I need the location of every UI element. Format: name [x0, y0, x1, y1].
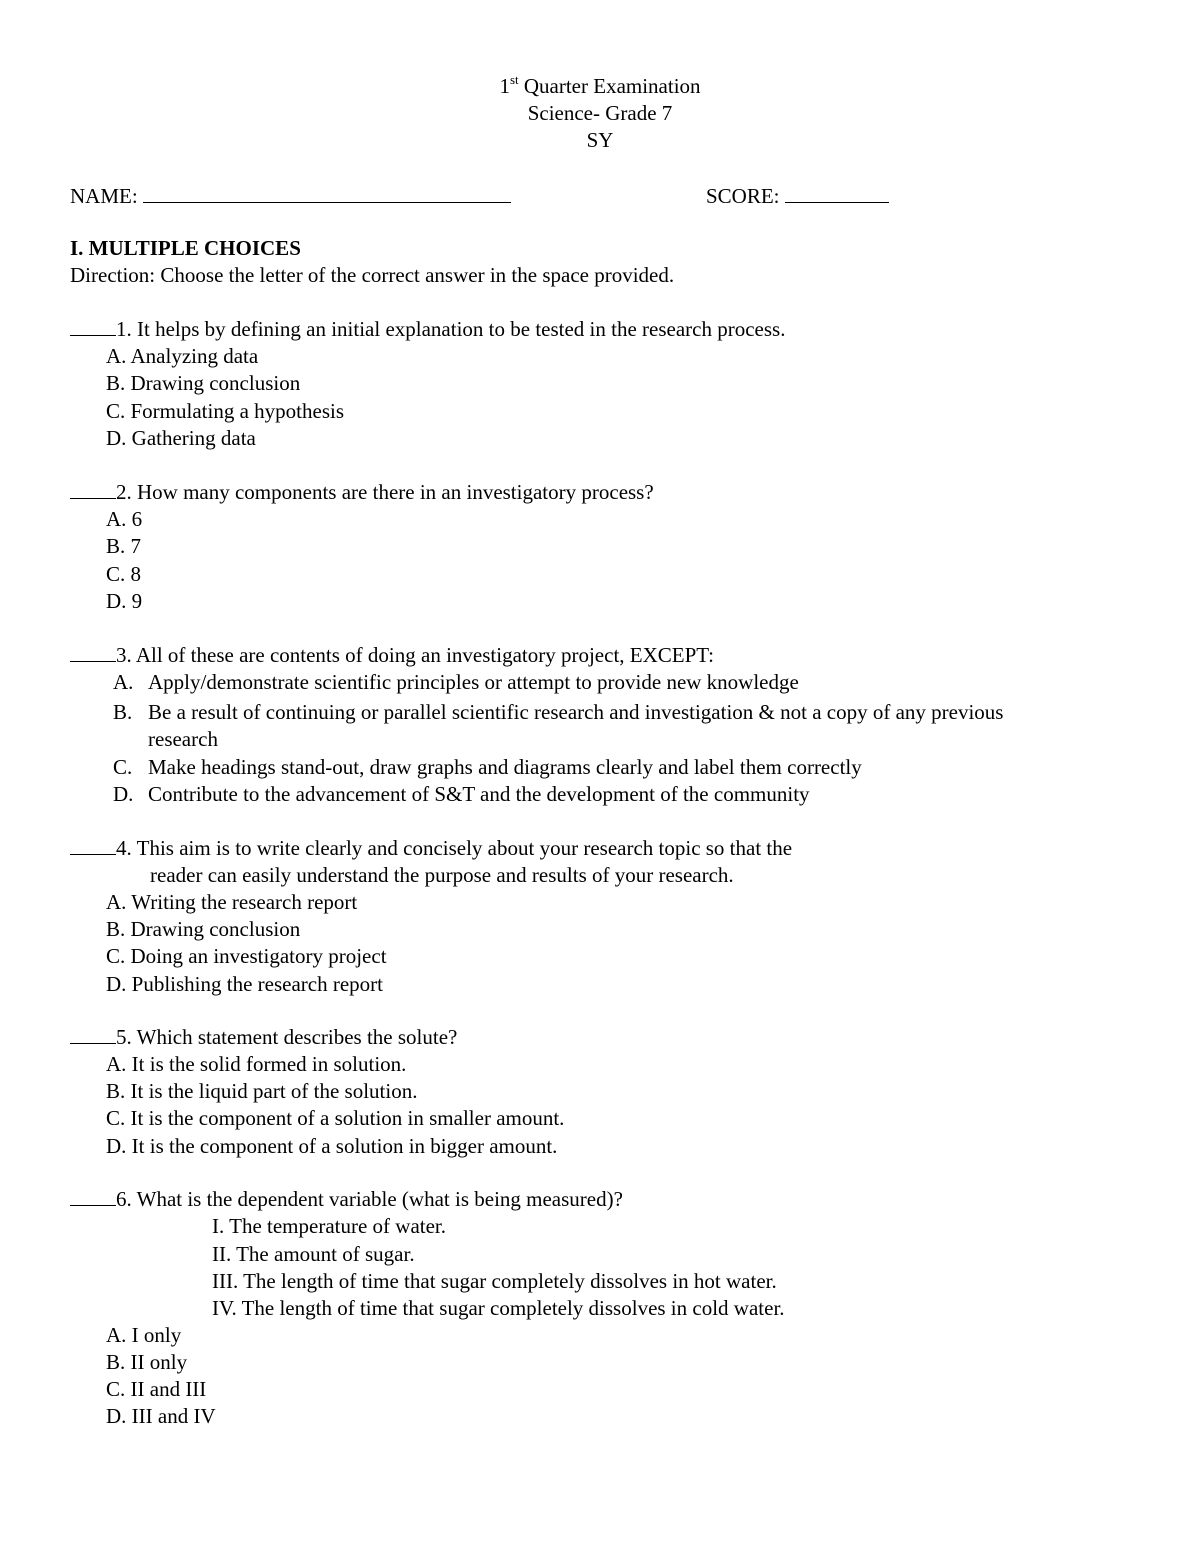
ordinal-suffix: st — [509, 72, 519, 87]
q6-statement-3: III. The length of time that sugar completely dissolves in hot water. — [212, 1269, 777, 1293]
score-label: SCORE: — [706, 184, 780, 208]
q6-option-c: C. II and III — [106, 1377, 207, 1401]
q4-option-d: D. Publishing the research report — [106, 972, 384, 996]
q3-option-a: Apply/demonstrate scientific principles or attempt to provide new knowledge — [148, 670, 799, 694]
q3-option-b-letter: B. — [113, 700, 133, 724]
answer-blank-3[interactable] — [70, 645, 116, 662]
q1-option-d: D. Gathering data — [106, 426, 256, 450]
answer-blank-4[interactable] — [70, 838, 116, 855]
q2-option-c: C. 8 — [106, 562, 142, 586]
name-field[interactable] — [70, 184, 511, 207]
q5-option-d: D. It is the component of a solution in bigger amount. — [106, 1134, 558, 1158]
school-year: SY — [586, 128, 614, 152]
q1-option-a: A. Analyzing data — [106, 344, 259, 368]
score-field[interactable] — [706, 184, 889, 207]
q3-option-b-continuation: research — [148, 727, 218, 751]
ordinal-number: 1 — [499, 74, 510, 98]
q3-option-c-letter: C. — [113, 755, 133, 779]
question-5 — [70, 1027, 457, 1048]
q3-option-d: Contribute to the advancement of S&T and the development of the community — [148, 782, 810, 806]
question-5-text: 5. Which statement describes the solute? — [116, 1025, 458, 1049]
q3-option-d-letter: D. — [113, 782, 134, 806]
question-1 — [70, 319, 785, 340]
answer-blank-6[interactable] — [70, 1189, 116, 1206]
question-2-text: 2. How many components are there in an investigatory process? — [116, 480, 654, 504]
q5-option-b: B. It is the liquid part of the solution. — [106, 1079, 418, 1103]
question-4 — [70, 838, 792, 859]
name-label: NAME: — [70, 184, 138, 208]
score-line[interactable] — [785, 184, 889, 203]
direction-text: Direction: Choose the letter of the correct answer in the space provided. — [70, 263, 675, 287]
q6-option-d: D. III and IV — [106, 1404, 216, 1428]
q6-option-b: B. II only — [106, 1350, 188, 1374]
q5-option-c: C. It is the component of a solution in smaller amount. — [106, 1106, 565, 1130]
exam-title — [0, 72, 1200, 98]
q6-option-a: A. I only — [106, 1323, 182, 1347]
question-3 — [70, 645, 714, 666]
q5-option-a: A. It is the solid formed in solution. — [106, 1052, 407, 1076]
q3-option-b: Be a result of continuing or parallel scientific research and investigation & not a copy of any previous — [148, 700, 1004, 724]
q1-option-b: B. Drawing conclusion — [106, 371, 301, 395]
q1-option-c: C. Formulating a hypothesis — [106, 399, 344, 423]
q4-option-b: B. Drawing conclusion — [106, 917, 301, 941]
title-rest: Quarter Examination — [518, 74, 701, 98]
q6-statement-4: IV. The length of time that sugar completely dissolves in cold water. — [212, 1296, 785, 1320]
name-line[interactable] — [143, 184, 511, 203]
question-4-continuation: reader can easily understand the purpose and results of your research. — [150, 863, 734, 887]
answer-blank-2[interactable] — [70, 482, 116, 499]
section-heading: I. MULTIPLE CHOICES — [70, 236, 301, 260]
q2-option-a: A. 6 — [106, 507, 143, 531]
answer-blank-1[interactable] — [70, 319, 116, 336]
q2-option-d: D. 9 — [106, 589, 143, 613]
q3-option-c: Make headings stand-out, draw graphs and diagrams clearly and label them correctly — [148, 755, 862, 779]
answer-blank-5[interactable] — [70, 1027, 116, 1044]
question-4-text: 4. This aim is to write clearly and concisely about your research topic so that the — [116, 836, 793, 860]
exam-subject: Science- Grade 7 — [527, 101, 673, 125]
question-6-text: 6. What is the dependent variable (what is being measured)? — [116, 1187, 623, 1211]
question-6 — [70, 1189, 623, 1210]
q6-statement-2: II. The amount of sugar. — [212, 1242, 415, 1266]
question-1-text: 1. It helps by defining an initial explanation to be tested in the research process. — [116, 317, 786, 341]
question-2 — [70, 482, 654, 503]
q4-option-a: A. Writing the research report — [106, 890, 358, 914]
question-3-text: 3. All of these are contents of doing an investigatory project, EXCEPT: — [116, 643, 714, 667]
q6-statement-1: I. The temperature of water. — [212, 1214, 447, 1238]
q2-option-b: B. 7 — [106, 534, 142, 558]
q4-option-c: C. Doing an investigatory project — [106, 944, 387, 968]
q3-option-a-letter: A. — [113, 670, 134, 694]
